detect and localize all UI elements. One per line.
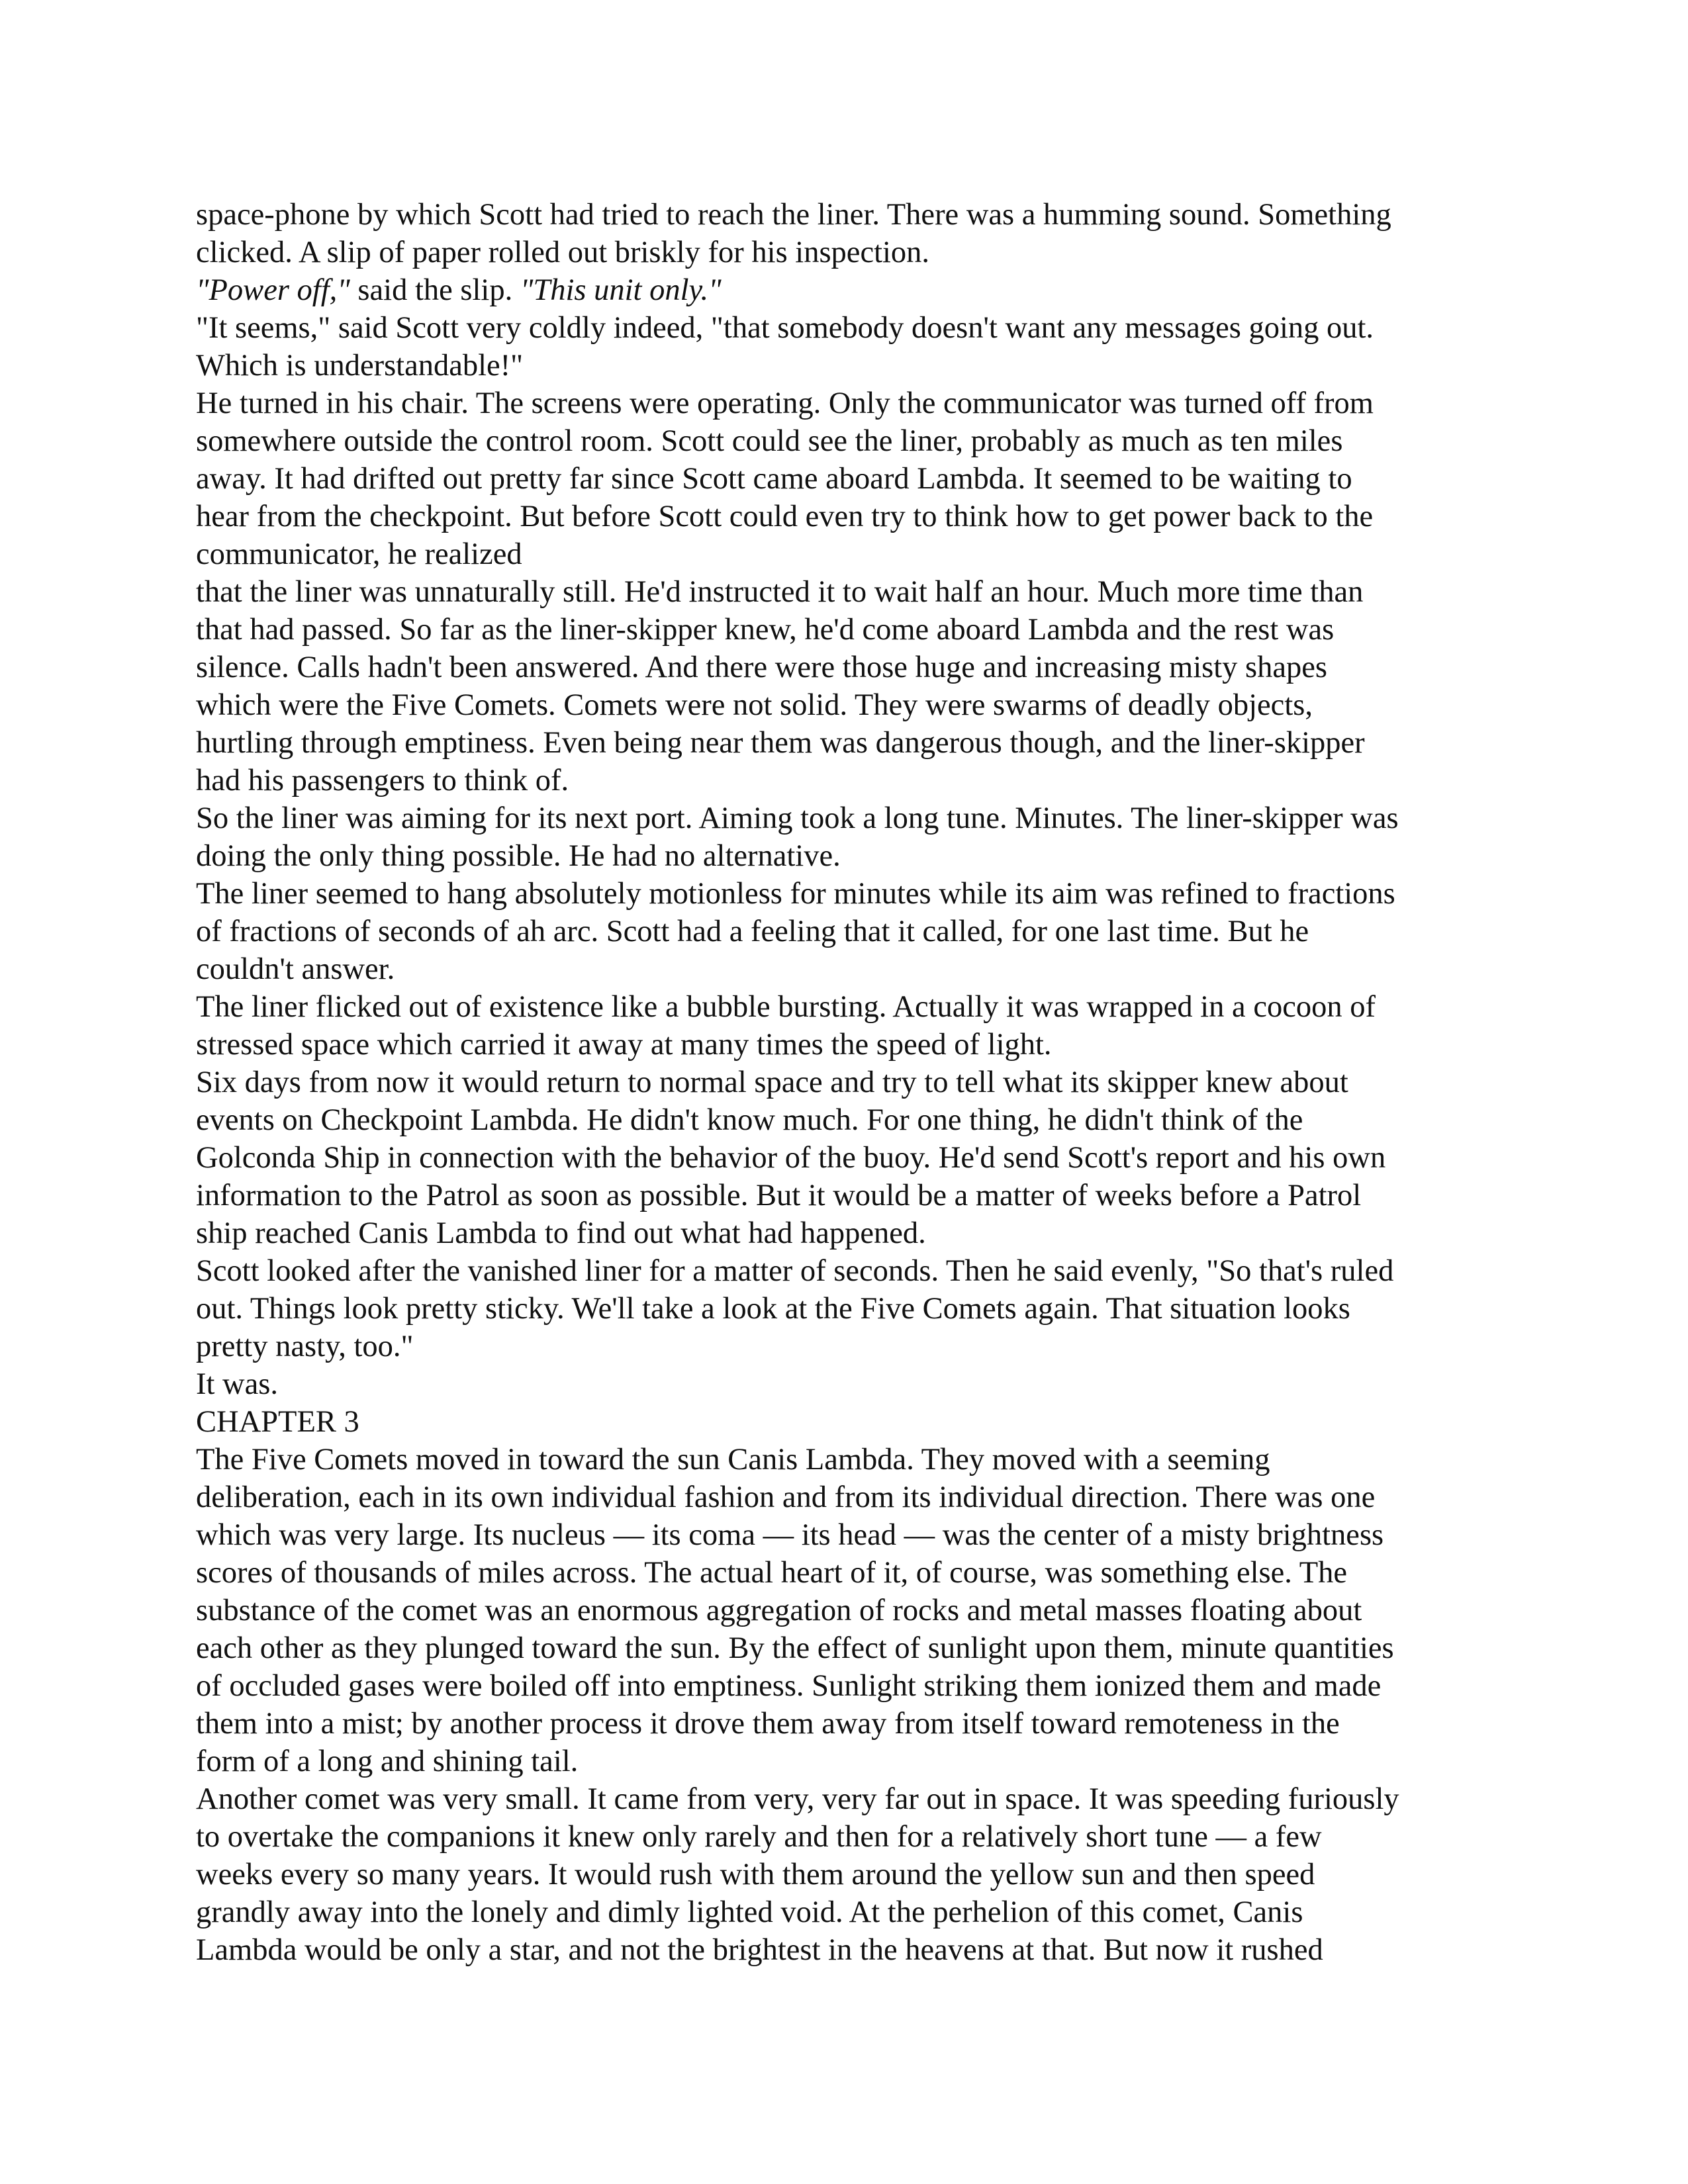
text-segment: somewhere outside the control room. Scott could see the liner, probably as much as ten miles: [196, 424, 1343, 458]
text-segment: hear from the checkpoint. But before Scott could even try to think how to get power back to the: [196, 500, 1374, 533]
text-line: [196, 422, 1507, 460]
text-segment: to overtake the companions it knew only rarely and then for a relatively short tune — a few: [196, 1820, 1322, 1854]
text-line: [196, 1592, 1507, 1629]
text-segment: had his passengers to think of.: [196, 764, 569, 797]
text-segment: It was.: [196, 1367, 278, 1401]
text-line: [196, 1479, 1507, 1516]
text-segment: each other as they plunged toward the sun. By the effect of sunlight upon them, minute quantities: [196, 1631, 1394, 1665]
text-segment: The liner flicked out of existence like a bubble bursting. Actually it was wrapped in a cocoon of: [196, 990, 1376, 1024]
text-line: [196, 1403, 1507, 1441]
text-segment: The liner seemed to hang absolutely motionless for minutes while its aim was refined to fractions: [196, 877, 1395, 911]
text-segment: scores of thousands of miles across. The actual heart of it, of course, was something else. The: [196, 1556, 1347, 1590]
text-line: [196, 1252, 1507, 1290]
body-text: [196, 196, 1507, 1969]
text-line: [196, 460, 1507, 498]
text-line: [196, 875, 1507, 913]
text-line: [196, 309, 1507, 347]
text-segment: them into a mist; by another process it drove them away from itself toward remoteness in the: [196, 1707, 1340, 1741]
text-line: [196, 1177, 1507, 1214]
text-segment: Which is understandable!": [196, 349, 524, 383]
text-line: [196, 988, 1507, 1026]
text-segment: Another comet was very small. It came from very, very far out in space. It was speeding furiously: [196, 1782, 1399, 1816]
text-segment: that had passed. So far as the liner-skipper knew, he'd come aboard Lambda and the rest was: [196, 613, 1335, 647]
text-segment: He turned in his chair. The screens were operating. Only the communicator was turned off from: [196, 387, 1374, 420]
text-line: [196, 1818, 1507, 1856]
text-segment: of occluded gases were boiled off into emptiness. Sunlight striking them ionized them and made: [196, 1669, 1382, 1703]
text-segment: ship reached Canis Lambda to find out what had happened.: [196, 1216, 926, 1250]
text-line: [196, 1290, 1507, 1328]
text-line: [196, 1441, 1507, 1479]
text-segment: deliberation, each in its own individual fashion and from its individual direction. There was one: [196, 1480, 1376, 1514]
text-line: [196, 1026, 1507, 1064]
text-segment: which were the Five Comets. Comets were not solid. They were swarms of deadly objects,: [196, 688, 1313, 722]
text-segment: Six days from now it would return to normal space and try to tell what its skipper knew about: [196, 1066, 1348, 1099]
text-segment: events on Checkpoint Lambda. He didn't know much. For one thing, he didn't think of the: [196, 1103, 1303, 1137]
text-line: [196, 762, 1507, 799]
text-line: [196, 271, 1507, 309]
text-segment: The Five Comets moved in toward the sun Canis Lambda. They moved with a seeming: [196, 1443, 1270, 1477]
text-line: [196, 1780, 1507, 1818]
text-segment: "It seems," said Scott very coldly indeed, "that somebody doesn't want any messages going out.: [196, 311, 1374, 345]
text-line: [196, 1365, 1507, 1403]
text-line: [196, 1893, 1507, 1931]
text-line: [196, 347, 1507, 385]
text-line: [196, 234, 1507, 271]
text-line: [196, 1743, 1507, 1780]
text-segment: which was very large. Its nucleus — its coma — its head — was the center of a misty brightness: [196, 1518, 1384, 1552]
italic-text-segment: "This unit only.": [520, 273, 722, 307]
text-line: [196, 1856, 1507, 1893]
text-line: [196, 950, 1507, 988]
text-segment: out. Things look pretty sticky. We'll take a look at the Five Comets again. That situation looks: [196, 1292, 1350, 1326]
text-segment: couldn't answer.: [196, 952, 395, 986]
text-segment: substance of the comet was an enormous aggregation of rocks and metal masses floating about: [196, 1594, 1362, 1627]
text-line: [196, 649, 1507, 686]
text-line: [196, 1705, 1507, 1743]
text-line: [196, 837, 1507, 875]
text-line: [196, 1667, 1507, 1705]
text-segment: space-phone by which Scott had tried to reach the liner. There was a humming sound. Something: [196, 198, 1391, 232]
text-line: [196, 535, 1507, 573]
text-segment: said the slip.: [350, 273, 520, 307]
text-segment: form of a long and shining tail.: [196, 1745, 579, 1778]
text-line: [196, 498, 1507, 535]
text-line: [196, 1214, 1507, 1252]
text-line: [196, 686, 1507, 724]
text-line: [196, 573, 1507, 611]
text-line: [196, 385, 1507, 422]
text-line: [196, 1516, 1507, 1554]
text-line: [196, 799, 1507, 837]
text-segment: away. It had drifted out pretty far since Scott came aboard Lambda. It seemed to be waiting to: [196, 462, 1352, 496]
text-segment: hurtling through emptiness. Even being near them was dangerous though, and the liner-skipper: [196, 726, 1365, 760]
text-segment: Scott looked after the vanished liner for a matter of seconds. Then he said evenly, "So that's ruled: [196, 1254, 1394, 1288]
text-segment: grandly away into the lonely and dimly lighted void. At the perhelion of this comet, Canis: [196, 1895, 1303, 1929]
text-line: [196, 611, 1507, 649]
text-segment: CHAPTER 3: [196, 1405, 359, 1439]
text-line: [196, 1931, 1507, 1969]
text-segment: So the liner was aiming for its next port. Aiming took a long tune. Minutes. The liner-skipper was: [196, 801, 1399, 835]
text-segment: Lambda would be only a star, and not the brightest in the heavens at that. But now it rushed: [196, 1933, 1323, 1967]
text-line: [196, 1064, 1507, 1101]
text-segment: stressed space which carried it away at many times the speed of light.: [196, 1028, 1052, 1062]
text-segment: weeks every so many years. It would rush with them around the yellow sun and then speed: [196, 1858, 1315, 1891]
text-segment: information to the Patrol as soon as possible. But it would be a matter of weeks before a Patrol: [196, 1179, 1362, 1212]
text-segment: clicked. A slip of paper rolled out briskly for his inspection.: [196, 236, 930, 269]
text-line: [196, 196, 1507, 234]
text-line: [196, 1554, 1507, 1592]
text-segment: communicator, he realized: [196, 537, 522, 571]
text-line: [196, 913, 1507, 950]
text-segment: silence. Calls hadn't been answered. And there were those huge and increasing misty shapes: [196, 651, 1327, 684]
text-segment: Golconda Ship in connection with the behavior of the buoy. He'd send Scott's report and his own: [196, 1141, 1386, 1175]
text-line: [196, 1101, 1507, 1139]
italic-text-segment: "Power off,": [196, 273, 350, 307]
text-line: [196, 724, 1507, 762]
text-segment: pretty nasty, too.": [196, 1330, 414, 1363]
text-segment: doing the only thing possible. He had no alternative.: [196, 839, 841, 873]
text-line: [196, 1629, 1507, 1667]
text-line: [196, 1328, 1507, 1365]
text-line: [196, 1139, 1507, 1177]
text-segment: of fractions of seconds of ah arc. Scott had a feeling that it called, for one last time. But he: [196, 915, 1309, 948]
text-segment: that the liner was unnaturally still. He'd instructed it to wait half an hour. Much more time than: [196, 575, 1364, 609]
